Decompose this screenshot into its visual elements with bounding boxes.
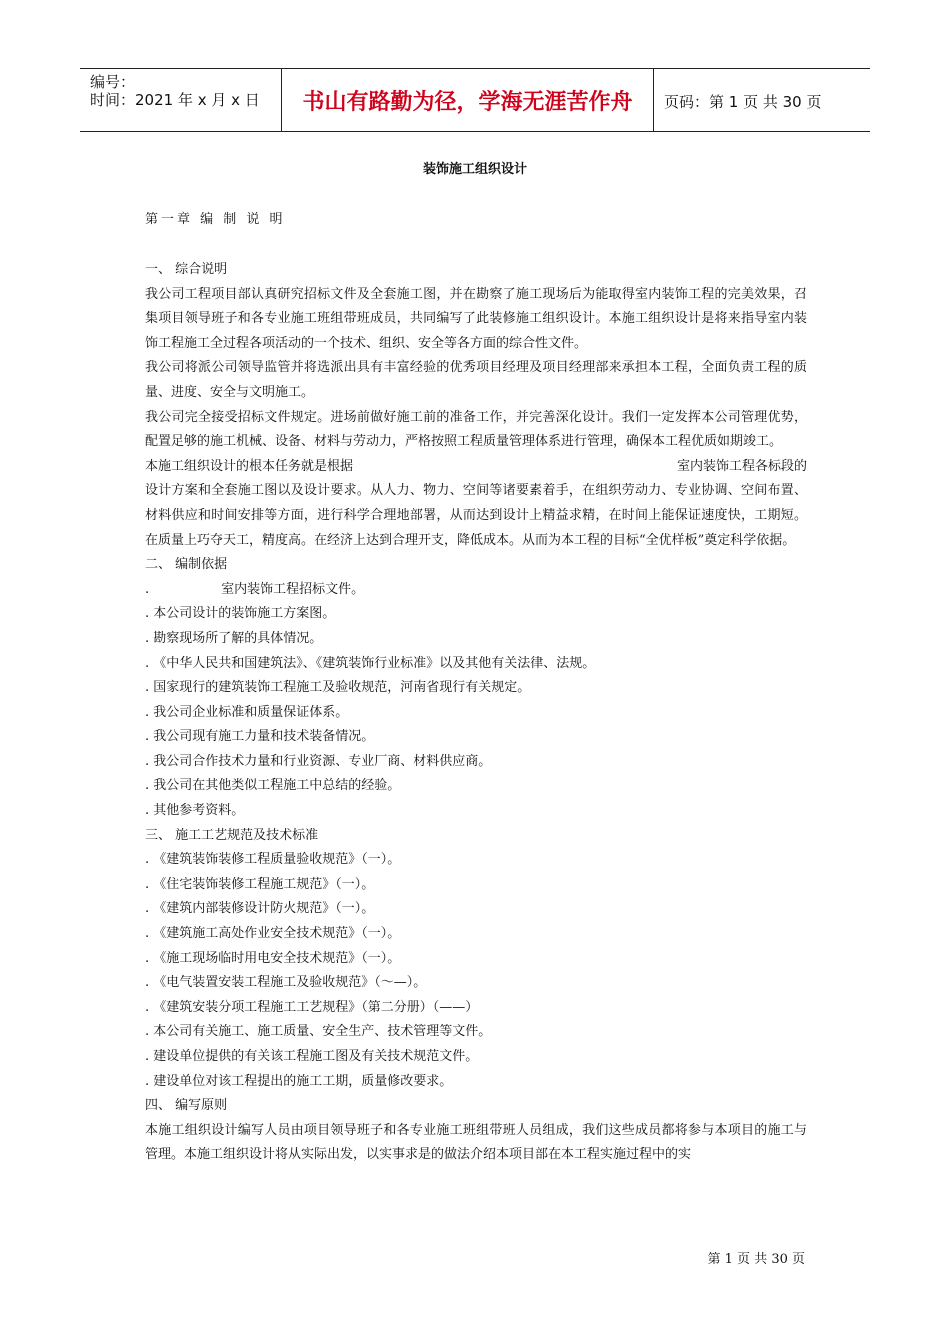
list-item: . 《建筑施工高处作业安全技术规范》（一）。 bbox=[145, 926, 401, 942]
section-heading: 一、 综合说明 bbox=[145, 262, 228, 277]
footer-page-number: 第 1 页 共 30 页 bbox=[707, 1252, 805, 1267]
list-item: . 建设单位提供的有关该工程施工图及有关技术规范文件。 bbox=[145, 1049, 479, 1064]
paragraph-line-with-gap bbox=[145, 455, 807, 480]
list-item-text: 室内装饰工程招标文件。 bbox=[221, 581, 365, 597]
paragraph: 我公司将派公司领导监管并将选派出具有丰富经验的优秀项目经理及项目经理部来承担本工程，全面负责工程的质量、进度、安全与文明施工。 bbox=[145, 360, 807, 400]
list-item: . 我公司现有施工力量和技术装备情况。 bbox=[145, 729, 375, 745]
list-item: . 《电气装置安装工程施工及验收规范》（～—）。 bbox=[145, 975, 427, 991]
time-label: 时间：2021 年 x 月 x 日 bbox=[90, 91, 260, 109]
section-heading: 四、 编写原则 bbox=[145, 1098, 228, 1114]
list-item: . 《建筑安装分项工程施工工艺规程》（第二分册）（——） bbox=[145, 999, 479, 1015]
number-label: 编号： bbox=[90, 73, 136, 91]
list-item: . 《建筑装饰装修工程质量验收规范》（一）。 bbox=[145, 852, 401, 868]
paragraph: 我公司工程项目部认真研究招标文件及全套施工图，并在勘察了施工现场后为能取得室内装饰工程的完美效果，召集项目领导班子和各专业施工班组带班成员，共同编写了此装修施工组织设计。本施工组织设计是将来指导室内装饰工程施工全过程各项活动的一个技术、组织、安全等各方面的综合性文件。 bbox=[145, 286, 807, 351]
list-item bbox=[145, 578, 807, 603]
section-heading: 三、 施工工艺规范及技术标准 bbox=[145, 827, 319, 843]
section-heading: 二、 编制依据 bbox=[145, 557, 228, 573]
header-info-cell bbox=[80, 69, 282, 131]
list-item: . 《中华人民共和国建筑法》、《建筑装饰行业标准》以及其他有关法律、法规。 bbox=[145, 655, 596, 671]
document-title: 装饰施工组织设计 bbox=[422, 162, 527, 177]
text-fragment: 室内装饰工程各标段的 bbox=[676, 458, 807, 474]
header-table bbox=[80, 68, 870, 132]
list-bullet: . bbox=[145, 581, 150, 597]
list-item: . 其他参考资料。 bbox=[145, 803, 245, 819]
page-label: 页码：第 1 页 共 30 页 bbox=[664, 93, 822, 111]
list-item: . 本公司有关施工、施工质量、安全生产、技术管理等文件。 bbox=[145, 1024, 492, 1040]
paragraph: 本施工组织设计编写人员由项目领导班子和各专业施工班组带班人员组成，我们这些成员都将参与本项目的施工与管理。本施工组织设计将从实际出发，以实事求是的做法介绍本项目部在本工程实施过程中的实 bbox=[145, 1122, 807, 1163]
text-fragment: 本施工组织设计的根本任务就是根据 bbox=[145, 458, 354, 474]
list-item: . 《住宅装饰装修工程施工规范》（一）。 bbox=[145, 876, 375, 892]
list-item: . 本公司设计的装饰施工方案图。 bbox=[145, 606, 336, 622]
list-item: . 《建筑内部装修设计防火规范》（一）。 bbox=[145, 901, 375, 917]
list-item: . 国家现行的建筑装饰工程施工及验收规范，河南省现行有关规定。 bbox=[145, 680, 531, 696]
list-item: . 勘察现场所了解的具体情况。 bbox=[145, 630, 323, 646]
header-motto-cell bbox=[282, 69, 654, 131]
header-page-cell bbox=[654, 69, 870, 131]
list-item: . 《施工现场临时用电安全技术规范》（一）。 bbox=[145, 950, 401, 966]
list-item: . 建设单位对该工程提出的施工工期，质量修改要求。 bbox=[145, 1073, 453, 1089]
paragraph: 设计方案和全套施工图以及设计要求。从人力、物力、空间等诸要素着手，在组织劳动力、专业协调、空间布置、材料供应和时间安排等方面，进行科学合理地部署，从而达到设计上精益求精，在时间上能保证速度快，工期短。在质量上巧夺天工，精度高。在经济上达到合理开支，降低成本。从而为本工程的目标“全优样板”奠定科学依据。 bbox=[145, 483, 807, 548]
list-item: . 我公司企业标准和质量保证体系。 bbox=[145, 704, 349, 720]
motto: 书山有路勤为径，学海无涯苦作舟 bbox=[302, 90, 633, 115]
list-item: . 我公司合作技术力量和行业资源、专业厂商、材料供应商。 bbox=[145, 753, 492, 769]
document-body bbox=[145, 258, 807, 1168]
list-item: . 我公司在其他类似工程施工中总结的经验。 bbox=[145, 778, 401, 794]
paragraph: 我公司完全接受招标文件规定。进场前做好施工前的准备工作，并完善深化设计。我们一定发挥本公司管理优势，配置足够的施工机械、设备、材料与劳动力，严格按照工程质量管理体系进行管理，确保本工程优质如期竣工。 bbox=[145, 409, 807, 450]
chapter-heading: 第一章 编 制 说 明 bbox=[145, 212, 286, 227]
